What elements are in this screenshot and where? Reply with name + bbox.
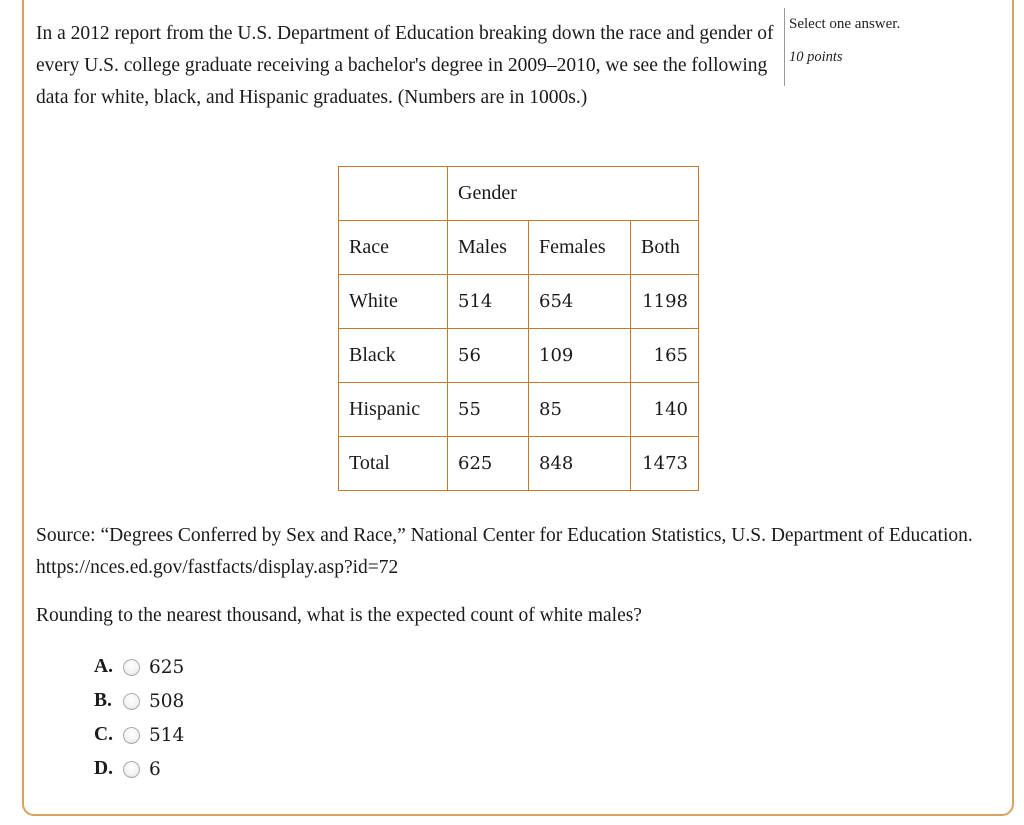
choice-c[interactable] <box>94 718 184 752</box>
choice-b[interactable] <box>94 684 184 718</box>
table-cell: 56 <box>448 329 529 383</box>
radio-button-b[interactable] <box>123 693 140 710</box>
question-info-panel <box>784 8 900 86</box>
source-citation: Source: “Degrees Conferred by Sex and Race,” National Center for Education Statistics, U.S. Department of Education. https://nces.ed.gov/fastfacts/display.asp?id=72 <box>36 525 973 578</box>
choice-text: 508 <box>149 690 185 712</box>
row-label: Total <box>339 437 448 491</box>
choice-letter: A. <box>94 656 113 677</box>
table-corner-cell <box>339 167 448 221</box>
row-label: White <box>339 275 448 329</box>
choice-text: 625 <box>149 656 185 678</box>
table-cell: 55 <box>448 383 529 437</box>
points-label: 10 points <box>789 49 843 65</box>
radio-button-d[interactable] <box>123 761 140 778</box>
row-label: Hispanic <box>339 383 448 437</box>
question-text: In a 2012 report from the U.S. Department of Education breaking down the race and gender of every U.S. college graduate receiving a bachelor's degree in 2009–2010, we see the following data for white, black, and Hispanic graduates. (Numbers are in 1000s.) <box>36 23 774 108</box>
table-cell: 140 <box>631 383 699 437</box>
table-cell: 165 <box>631 329 699 383</box>
table-cell: 514 <box>448 275 529 329</box>
column-header: Males <box>448 221 529 275</box>
column-header: Race <box>339 221 448 275</box>
table-group-header: Gender <box>448 167 699 221</box>
row-label: Black <box>339 329 448 383</box>
table-row <box>339 383 699 437</box>
choice-letter: D. <box>94 758 113 779</box>
radio-button-a[interactable] <box>123 659 140 676</box>
choice-text: 6 <box>149 758 161 780</box>
table-row <box>339 437 699 491</box>
table-cell: 1198 <box>631 275 699 329</box>
table-row <box>339 329 699 383</box>
choice-letter: C. <box>94 724 113 745</box>
table-cell: 109 <box>529 329 631 383</box>
table-cell: 1473 <box>631 437 699 491</box>
question-prompt: Rounding to the nearest thousand, what is the expected count of white males? <box>36 605 642 626</box>
radio-button-c[interactable] <box>123 727 140 744</box>
choice-letter: B. <box>94 690 112 711</box>
table-cell: 625 <box>448 437 529 491</box>
answer-choices <box>94 650 184 786</box>
answer-instruction: Select one answer. <box>789 16 901 32</box>
table-row <box>339 275 699 329</box>
table-header-row <box>339 221 699 275</box>
data-table <box>338 166 699 491</box>
choice-a[interactable] <box>94 650 184 684</box>
table-cell: 85 <box>529 383 631 437</box>
column-header: Females <box>529 221 631 275</box>
table-cell: 848 <box>529 437 631 491</box>
choice-d[interactable] <box>94 752 184 786</box>
table-group-header-row <box>339 167 699 221</box>
column-header: Both <box>631 221 699 275</box>
table-cell: 654 <box>529 275 631 329</box>
choice-text: 514 <box>149 724 185 746</box>
